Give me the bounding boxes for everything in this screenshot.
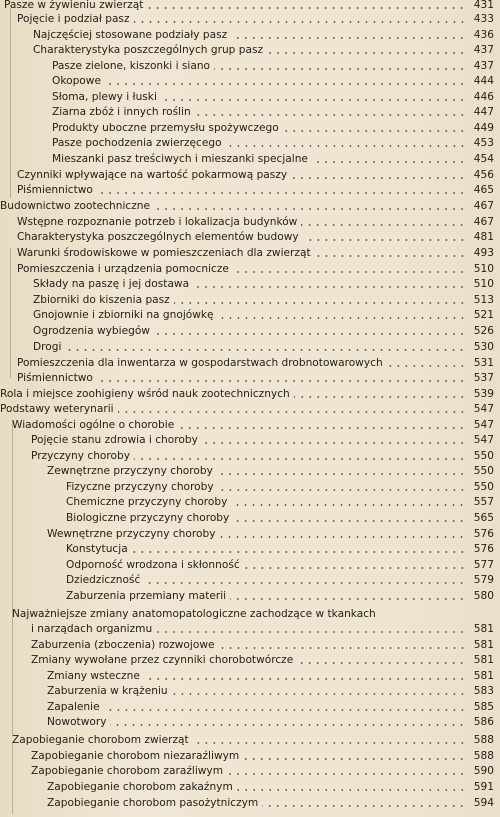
toc-entry: [17, 213, 494, 228]
toc-entry-title: Okopowe: [52, 75, 101, 87]
dot-leader: [233, 520, 466, 522]
toc-entry-title: Zapobieganie chorobom zwierząt: [12, 734, 189, 746]
toc-entry-page: 580: [473, 590, 494, 602]
toc-entry: [66, 493, 494, 508]
toc-entry-title: Podstawy weterynarii: [0, 403, 114, 415]
toc-entry-page: 531: [473, 357, 494, 369]
toc-entry-page: 550: [473, 450, 494, 462]
dot-leader: [233, 271, 466, 273]
dot-leader: [134, 21, 466, 23]
toc-entry: [17, 10, 494, 25]
dot-leader: [154, 333, 466, 335]
toc-entry: [33, 306, 494, 321]
toc-entry: [47, 778, 494, 793]
toc-entry-title: Zapalenie: [47, 701, 100, 713]
toc-entry-page: 588: [473, 750, 494, 762]
toc-entry: [47, 667, 494, 682]
toc-entry: [52, 72, 494, 87]
toc-entry: [17, 228, 494, 243]
toc-entry: [31, 651, 494, 666]
toc-entry-title: Pasze pochodzenia zwierzęcego: [52, 137, 222, 149]
dot-leader: [144, 582, 466, 584]
toc-entry-title: Warunki środowiskowe w pomieszczeniach dla zwierząt: [17, 247, 311, 259]
toc-entry-title: Przyczyny choroby: [31, 450, 131, 462]
dot-leader: [161, 99, 466, 101]
dot-leader: [132, 551, 466, 553]
toc-entry: [47, 794, 494, 809]
toc-entry: [31, 447, 494, 462]
toc-entry-title: Biologiczne przyczyny choroby: [66, 512, 230, 524]
toc-entry-title: Produkty uboczne przemysłu spożywczego: [52, 122, 279, 134]
toc-entry: [0, 197, 494, 212]
toc-entry-page: 539: [473, 388, 494, 400]
toc-entry-page: 526: [473, 325, 494, 337]
toc-entry: [17, 354, 494, 369]
toc-entry-page: 581: [473, 654, 494, 666]
toc-entry-page: 465: [473, 184, 494, 196]
toc-entry-title: Mieszanki pasz treściwych i mieszanki specjalne: [52, 153, 308, 165]
dot-leader: [134, 458, 466, 460]
toc-entry-title: Piśmiennictwo: [17, 372, 93, 384]
indent-guide-line: [12, 420, 13, 735]
toc-entry: [31, 762, 494, 777]
toc-entry: [17, 181, 494, 196]
toc-entry-page: 576: [473, 543, 494, 555]
toc-entry-page: 547: [473, 419, 494, 431]
toc-entry-title: Zaburzenia w krążeniu: [47, 685, 168, 697]
dot-leader: [227, 773, 466, 775]
toc-entry-title: Składy na paszę i jej dostawa: [33, 278, 190, 290]
toc-entry-title: Zaburzenia przemiany materii: [66, 590, 227, 602]
dot-leader: [178, 427, 466, 429]
toc-entry-page: 510: [473, 263, 494, 275]
toc-entry-title: Chemiczne przyczyny choroby: [66, 496, 228, 508]
toc-entry-page: 590: [473, 765, 494, 777]
toc-entry-title: Zapobieganie chorobom zakaźnym: [47, 781, 233, 793]
toc-entry-title: Fizyczne przyczyny choroby: [66, 481, 214, 493]
toc-entry-title: Pasze w żywieniu zwierząt: [4, 0, 144, 11]
toc-entry-title: Zbiorniki do kiszenia pasz: [33, 294, 170, 306]
toc-entry-page: 583: [473, 685, 494, 697]
dot-leader: [144, 678, 466, 680]
toc-entry-title: Czynniki wpływające na wartość pokarmową paszy: [17, 169, 288, 181]
dot-leader: [219, 536, 466, 538]
toc-entry: [33, 26, 494, 41]
toc-entry: [52, 57, 494, 72]
toc-entry-title: Konstytucja: [66, 543, 128, 555]
toc-entry: [31, 431, 494, 446]
toc-entry-page: 581: [473, 639, 494, 651]
toc-entry-page: 581: [473, 623, 494, 635]
toc-entry-page: 481: [473, 231, 494, 243]
toc-entry-title: Pasze zielone, kiszonki i siano: [52, 60, 211, 72]
toc-entry-title: Pojęcie stanu zdrowia i choroby: [31, 434, 198, 446]
toc-entry: [66, 587, 494, 602]
toc-entry-page: 510: [473, 278, 494, 290]
toc-entry-page: 594: [473, 797, 494, 809]
toc-entry-page: 436: [473, 29, 494, 41]
dot-leader: [147, 7, 466, 9]
dot-leader: [217, 473, 466, 475]
toc-entry: [66, 571, 494, 586]
dot-leader: [193, 286, 466, 288]
dot-leader: [243, 758, 466, 760]
toc-entry: [31, 620, 494, 635]
toc-entry-page: 547: [473, 403, 494, 415]
dot-leader: [218, 489, 466, 491]
toc-entry: [66, 540, 494, 555]
dot-leader: [231, 504, 466, 506]
toc-entry-page: 467: [473, 216, 494, 228]
toc-entry-title: Nowotwory: [47, 716, 107, 728]
toc-entry-title: Rola i miejsce zoohigieny wśród nauk zootechnicznych: [0, 388, 290, 400]
dot-leader: [154, 208, 466, 210]
toc-entry-page: 550: [473, 481, 494, 493]
dot-leader: [262, 805, 466, 807]
dot-leader: [219, 647, 466, 649]
toc-entry-title: Charakterystyka poszczególnych grup pasz: [33, 44, 264, 56]
toc-entry-title: Zapobieganie chorobom niezaraźliwym: [31, 750, 240, 762]
dot-leader: [118, 411, 466, 413]
toc-entry-page: 550: [473, 465, 494, 477]
dot-leader: [226, 145, 466, 147]
toc-entry-title: Ogrodzenia wybiegów: [33, 325, 150, 337]
dot-leader: [303, 239, 466, 241]
toc-entry: [47, 525, 494, 540]
toc-entry-page: 446: [473, 91, 494, 103]
toc-entry-title: Zmiany wsteczne: [47, 670, 140, 682]
dot-leader: [267, 52, 466, 54]
dot-leader: [156, 631, 466, 633]
toc-entry: [52, 119, 494, 134]
toc-entry: [0, 385, 494, 400]
toc-entry: [52, 150, 494, 165]
toc-entry-title: Pomieszczenia dla inwentarza w gospodarstwach drobnotowarowych: [17, 357, 383, 369]
toc-entry-title: Najczęściej stosowane podziały pasz: [33, 29, 228, 41]
dot-leader: [195, 114, 466, 116]
toc-entry-title: Wstępne rozpoznanie potrzeb i lokalizacja budynków: [17, 216, 298, 228]
toc-entry: [12, 605, 494, 620]
dot-leader: [294, 396, 466, 398]
toc-entry-page: 437: [473, 60, 494, 72]
toc-entry-title: Słoma, plewy i łuski: [52, 91, 157, 103]
toc-entry: [33, 41, 494, 56]
dot-leader: [301, 224, 466, 226]
toc-entry-page: 447: [473, 106, 494, 118]
dot-leader: [297, 662, 466, 664]
dot-leader: [291, 177, 466, 179]
toc-entry-title: Pojęcie i podział pasz: [17, 13, 130, 25]
toc-entry: [17, 260, 494, 275]
dot-leader: [97, 380, 466, 382]
toc-entry-title: Najważniejsze zmiany anatomopatologiczne zachodzące w tkankach: [12, 608, 376, 620]
toc-entry: [47, 462, 494, 477]
toc-entry-page: 585: [473, 701, 494, 713]
toc-entry-page: 591: [473, 781, 494, 793]
toc-entry-page: 565: [473, 512, 494, 524]
toc-entry-page: 521: [473, 309, 494, 321]
indent-guide-line: [10, 8, 11, 198]
dot-leader: [230, 598, 466, 600]
dot-leader: [312, 161, 466, 163]
toc-entry: [66, 509, 494, 524]
toc-entry-page: 437: [473, 44, 494, 56]
toc-entry-title: Zapobieganie chorobom pasożytniczym: [47, 797, 259, 809]
toc-entry-page: 586: [473, 716, 494, 728]
toc-entry: [31, 636, 494, 651]
toc-entry-page: 557: [473, 496, 494, 508]
toc-entry: [17, 244, 494, 259]
toc-entry: [33, 322, 494, 337]
toc-entry: [17, 369, 494, 384]
toc-entry-title: Zaburzenia (zboczenia) rozwojowe: [31, 639, 215, 651]
dot-leader: [237, 789, 466, 791]
toc-entry: [52, 88, 494, 103]
toc-entry-title: Zapobieganie chorobom zaraźliwym: [31, 765, 224, 777]
toc-entry-title: Zewnętrzne przyczyny choroby: [47, 465, 213, 477]
toc-entry-title: Wiadomości ogólne o chorobie: [12, 419, 175, 431]
toc-entry-page: 493: [473, 247, 494, 259]
toc-entry: [12, 731, 494, 746]
dot-leader: [105, 83, 466, 85]
toc-entry: [52, 103, 494, 118]
toc-entry-title: Zmiany wywołane przez czynniki chorobotwórcze: [31, 654, 294, 666]
toc-entry-title: i narządach organizmu: [31, 623, 153, 635]
toc-entry: [33, 275, 494, 290]
dot-leader: [231, 37, 466, 39]
toc-entry-page: 513: [473, 294, 494, 306]
dot-leader: [218, 317, 466, 319]
toc-entry: [33, 291, 494, 306]
indent-guide-line: [12, 742, 13, 814]
toc-entry-title: Budownictwo zootechniczne: [0, 200, 151, 212]
toc-entry-page: 576: [473, 528, 494, 540]
toc-entry-page: 467: [473, 200, 494, 212]
toc-entry-page: 547: [473, 434, 494, 446]
dot-leader: [244, 567, 466, 569]
toc-entry: [47, 682, 494, 697]
toc-entry: [47, 713, 494, 728]
toc-entry: [52, 134, 494, 149]
toc-entry-page: 588: [473, 734, 494, 746]
toc-entry-title: Ziarna zbóż i innych roślin: [52, 106, 191, 118]
toc-entry-page: 431: [473, 0, 494, 11]
toc-entry-title: Wewnętrzne przyczyny choroby: [47, 528, 216, 540]
indent-guide-line: [10, 248, 11, 378]
toc-entry: [0, 400, 494, 415]
toc-entry-page: 577: [473, 559, 494, 571]
toc-entry-page: 537: [473, 372, 494, 384]
toc-entry-page: 444: [473, 75, 494, 87]
toc-entry-page: 453: [473, 137, 494, 149]
toc-entry: [47, 698, 494, 713]
toc-entry: [17, 166, 494, 181]
dot-leader: [97, 192, 466, 194]
toc-entry: [12, 416, 494, 431]
toc-entry-title: Gnojownie i zbiorniki na gnojówkę: [33, 309, 214, 321]
toc-entry: [33, 338, 494, 353]
dot-leader: [315, 255, 466, 257]
dot-leader: [104, 709, 466, 711]
dot-leader: [65, 349, 466, 351]
dot-leader: [174, 302, 466, 304]
toc-entry-page: 454: [473, 153, 494, 165]
dot-leader: [202, 442, 466, 444]
toc-entry-title: Drogi: [33, 341, 62, 353]
dot-leader: [172, 693, 466, 695]
dot-leader: [193, 742, 466, 744]
toc-entry-title: Charakterystyka poszczególnych elementów budowy: [17, 231, 299, 243]
toc-entry-page: 449: [473, 122, 494, 134]
toc-entry: [66, 478, 494, 493]
dot-leader: [387, 365, 466, 367]
toc-entry-page: 456: [473, 169, 494, 181]
dot-leader: [110, 724, 466, 726]
toc-entry-page: 581: [473, 670, 494, 682]
dot-leader: [283, 130, 466, 132]
toc-entry-title: Odporność wrodzona i skłonność: [66, 559, 240, 571]
toc-entry: [66, 556, 494, 571]
toc-entry-page: 433: [473, 13, 494, 25]
toc-entry-page: 530: [473, 341, 494, 353]
dot-leader: [214, 68, 466, 70]
toc-entry-page: 579: [473, 574, 494, 586]
toc-entry: [31, 747, 494, 762]
toc-entry-title: Piśmiennictwo: [17, 184, 93, 196]
toc-entry-title: Dziedziczność: [66, 574, 141, 586]
toc-entry-title: Pomieszczenia i urządzenia pomocnicze: [17, 263, 229, 275]
